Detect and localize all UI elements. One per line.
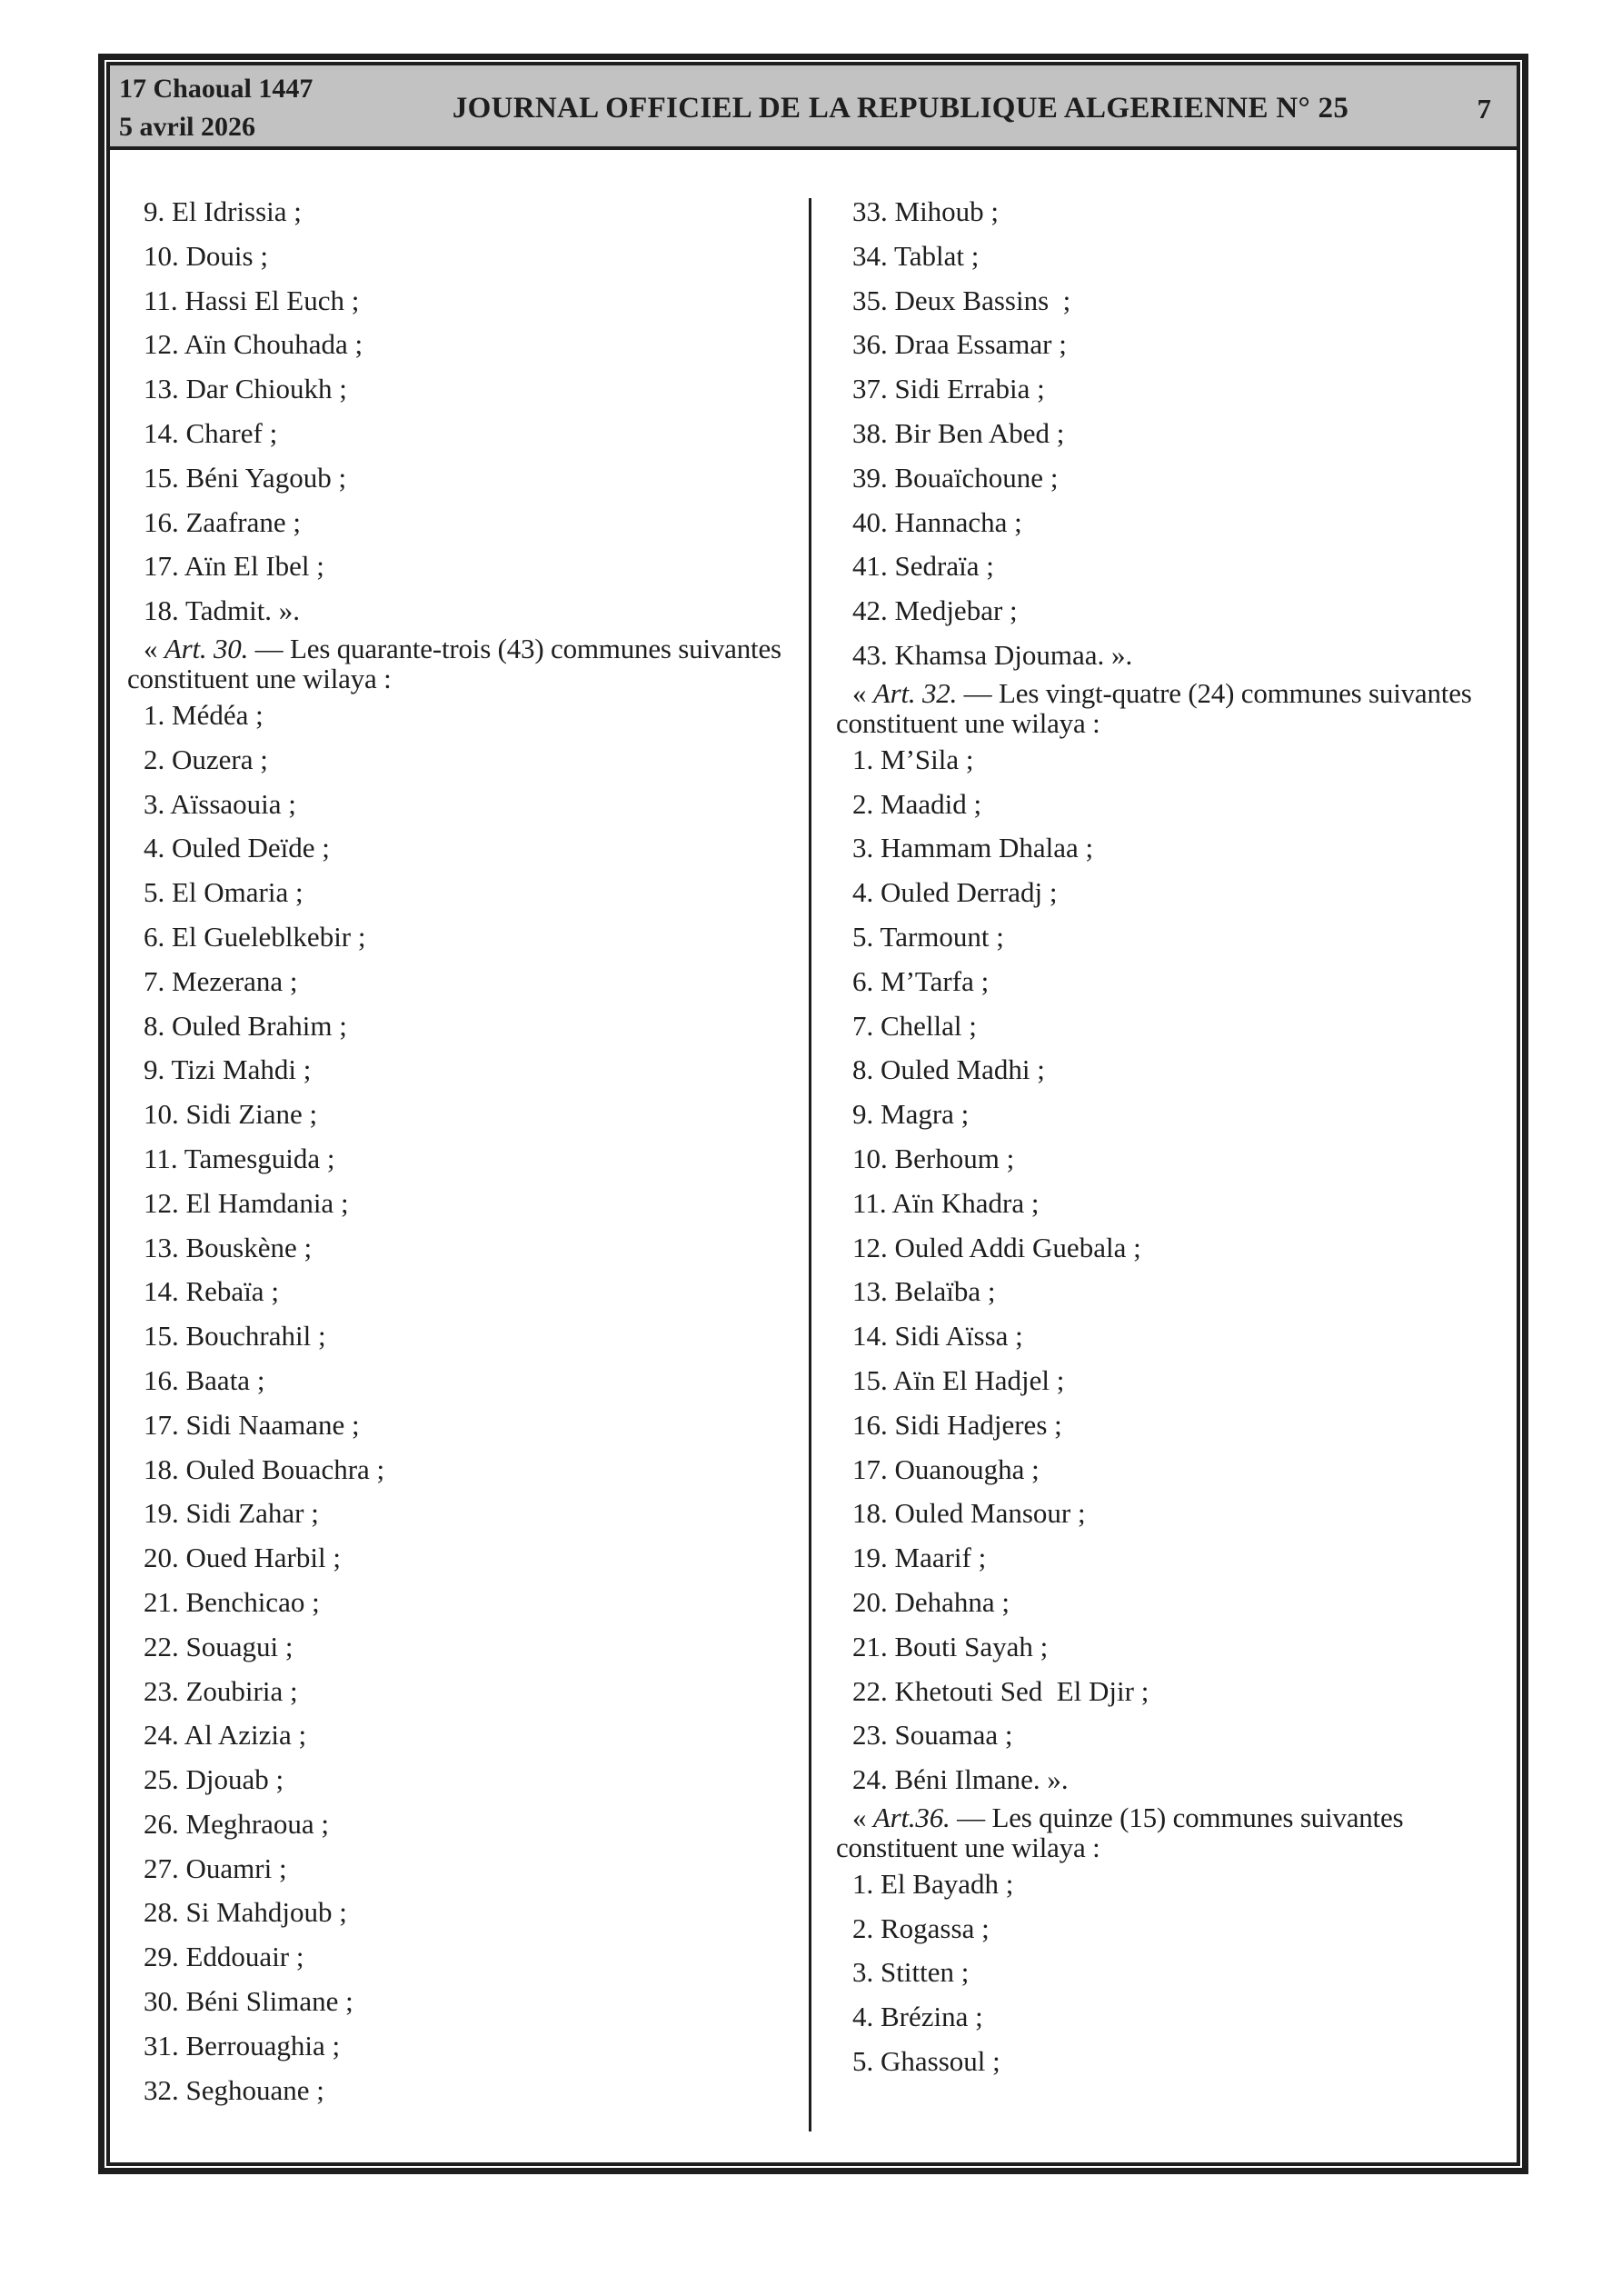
- article-30-text: — Les quarante-trois (43) communes suivantes constituent une wilaya :: [127, 632, 781, 694]
- commune-list-item: 9. Magra ;: [852, 1098, 970, 1131]
- commune-list-item: 15. Bouchrahil ;: [144, 1320, 326, 1353]
- commune-list-item: 12. Ouled Addi Guebala ;: [852, 1231, 1141, 1263]
- commune-list-item: 22. Souagui ;: [144, 1630, 294, 1662]
- commune-list-art30-continued: [836, 190, 1510, 678]
- commune-list-closing-art29: [127, 190, 787, 634]
- column-divider-rule: [809, 198, 811, 2131]
- commune-list-item: 31. Berrouaghia ;: [144, 2029, 341, 2061]
- commune-list-item: 17. Aïn El Ibel ;: [144, 550, 324, 583]
- commune-list-art36: [836, 1862, 1510, 2084]
- commune-list-item: 42. Medjebar ;: [852, 594, 1018, 627]
- commune-list-item: 33. Mihoub ;: [852, 195, 1000, 227]
- commune-list-item: 24. Béni Ilmane. ».: [852, 1763, 1069, 1796]
- commune-list-item: 18. Ouled Mansour ;: [852, 1497, 1086, 1530]
- commune-list-item: 4. Ouled Deïde ;: [144, 832, 330, 864]
- article-36-text: — Les quinze (15) communes suivantes constituent une wilaya :: [836, 1801, 1404, 1863]
- article-36-intro: [836, 1802, 1510, 1862]
- open-quote: «: [144, 632, 164, 664]
- commune-list-item: 5. Tarmount ;: [852, 920, 1004, 953]
- commune-list-item: 1. El Bayadh ;: [852, 1867, 1014, 1900]
- commune-list-item: 21. Benchicao ;: [144, 1585, 320, 1618]
- commune-list-item: 10. Berhoum ;: [852, 1142, 1015, 1174]
- commune-list-item: 13. Bouskène ;: [144, 1231, 313, 1263]
- commune-list-item: 35. Deux Bassins ;: [852, 284, 1071, 316]
- issue-dates: [110, 66, 373, 146]
- commune-list-item: 5. El Omaria ;: [144, 876, 304, 909]
- commune-list-item: 43. Khamsa Djoumaa. ».: [852, 638, 1133, 671]
- open-quote: «: [852, 1801, 873, 1833]
- commune-list-item: 29. Eddouair ;: [144, 1941, 304, 1973]
- commune-list-item: 23. Zoubiria ;: [144, 1674, 298, 1707]
- commune-list-item: 9. El Idrissia ;: [144, 195, 302, 227]
- commune-list-item: 6. M’Tarfa ;: [852, 964, 990, 997]
- journal-title: JOURNAL OFFICIEL DE LA REPUBLIQUE ALGERIENNE N° 25: [452, 92, 1349, 125]
- hijri-date: 17 Chaoual 1447: [119, 73, 313, 104]
- commune-list-item: 6. El Gueleblkebir ;: [144, 920, 366, 953]
- commune-list-item: 12. El Hamdania ;: [144, 1186, 349, 1219]
- commune-list-item: 28. Si Mahdjoub ;: [144, 1896, 347, 1929]
- commune-list-art32: [836, 738, 1510, 1802]
- commune-list-item: 30. Béni Slimane ;: [144, 1985, 353, 2018]
- commune-list-item: 8. Ouled Madhi ;: [852, 1053, 1045, 1086]
- commune-list-item: 13. Belaïba ;: [852, 1275, 996, 1308]
- commune-list-item: 14. Rebaïa ;: [144, 1275, 279, 1308]
- commune-list-art30: [127, 694, 787, 2113]
- commune-list-item: 23. Souamaa ;: [852, 1719, 1013, 1752]
- commune-list-item: 40. Hannacha ;: [852, 505, 1022, 538]
- article-32-intro: [836, 678, 1510, 738]
- commune-list-item: 5. Ghassoul ;: [852, 2045, 1000, 2078]
- commune-list-item: 41. Sedraïa ;: [852, 550, 994, 583]
- commune-list-item: 2. Maadid ;: [852, 787, 982, 820]
- commune-list-item: 19. Sidi Zahar ;: [144, 1497, 319, 1530]
- commune-list-item: 19. Maarif ;: [852, 1542, 987, 1574]
- commune-list-item: 22. Khetouti Sed El Djir ;: [852, 1674, 1149, 1707]
- commune-list-item: 15. Béni Yagoub ;: [144, 461, 347, 494]
- commune-list-item: 21. Bouti Sayah ;: [852, 1630, 1049, 1662]
- commune-list-item: 16. Baata ;: [144, 1363, 265, 1396]
- article-32-text: — Les vingt-quatre (24) communes suivantes constituent une wilaya :: [836, 676, 1472, 739]
- commune-list-item: 36. Draa Essamar ;: [852, 328, 1067, 361]
- commune-list-item: 20. Dehahna ;: [852, 1585, 1010, 1618]
- commune-list-item: 16. Zaafrane ;: [144, 505, 301, 538]
- commune-list-item: 11. Hassi El Euch ;: [144, 284, 360, 316]
- commune-list-item: 1. Médéa ;: [144, 698, 264, 731]
- commune-list-item: 12. Aïn Chouhada ;: [144, 328, 363, 361]
- commune-list-item: 3. Stitten ;: [852, 1956, 970, 1989]
- commune-list-item: 2. Ouzera ;: [144, 743, 268, 775]
- commune-list-item: 24. Al Azizia ;: [144, 1719, 307, 1752]
- article-36-label: Art.36.: [872, 1801, 950, 1833]
- commune-list-item: 14. Charef ;: [144, 416, 278, 449]
- commune-list-item: 11. Aïn Khadra ;: [852, 1186, 1040, 1219]
- article-30-label: Art. 30.: [164, 632, 249, 664]
- commune-list-item: 20. Oued Harbil ;: [144, 1542, 341, 1574]
- commune-list-item: 9. Tizi Mahdi ;: [144, 1053, 312, 1086]
- commune-list-item: 3. Hammam Dhalaa ;: [852, 832, 1094, 864]
- commune-list-item: 17. Sidi Naamane ;: [144, 1408, 360, 1441]
- commune-list-item: 34. Tablat ;: [852, 239, 980, 272]
- commune-list-item: 26. Meghraoua ;: [144, 1807, 330, 1840]
- page-number: 7: [1477, 92, 1491, 125]
- commune-list-item: 7. Chellal ;: [852, 1009, 977, 1042]
- commune-list-item: 18. Tadmit. ».: [144, 594, 301, 627]
- open-quote: «: [852, 676, 873, 709]
- commune-list-item: 37. Sidi Errabia ;: [852, 373, 1045, 405]
- commune-list-item: 11. Tamesguida ;: [144, 1142, 335, 1174]
- page-header: [110, 65, 1517, 150]
- commune-list-item: 8. Ouled Brahim ;: [144, 1009, 347, 1042]
- gregorian-date: 5 avril 2026: [119, 111, 255, 142]
- commune-list-item: 32. Seghouane ;: [144, 2073, 324, 2106]
- commune-list-item: 4. Ouled Derradj ;: [852, 876, 1058, 909]
- commune-list-item: 3. Aïssaouia ;: [144, 787, 296, 820]
- commune-list-item: 16. Sidi Hadjeres ;: [852, 1408, 1062, 1441]
- commune-list-item: 2. Rogassa ;: [852, 1912, 990, 1944]
- article-32-label: Art. 32.: [872, 676, 958, 709]
- commune-list-item: 4. Brézina ;: [852, 2001, 983, 2033]
- commune-list-item: 15. Aïn El Hadjel ;: [852, 1363, 1065, 1396]
- commune-list-item: 13. Dar Chioukh ;: [144, 373, 347, 405]
- left-column: [127, 190, 787, 2112]
- commune-list-item: 39. Bouaïchoune ;: [852, 461, 1059, 494]
- commune-list-item: 38. Bir Ben Abed ;: [852, 416, 1065, 449]
- article-30-intro: [127, 634, 787, 694]
- commune-list-item: 18. Ouled Bouachra ;: [144, 1452, 385, 1485]
- commune-list-item: 10. Sidi Ziane ;: [144, 1098, 318, 1131]
- commune-list-item: 14. Sidi Aïssa ;: [852, 1320, 1023, 1353]
- right-column: [836, 190, 1510, 2084]
- commune-list-item: 25. Djouab ;: [144, 1763, 284, 1796]
- commune-list-item: 17. Ouanougha ;: [852, 1452, 1040, 1485]
- commune-list-item: 10. Douis ;: [144, 239, 268, 272]
- commune-list-item: 7. Mezerana ;: [144, 964, 298, 997]
- commune-list-item: 27. Ouamri ;: [144, 1852, 287, 1884]
- commune-list-item: 1. M’Sila ;: [852, 743, 974, 775]
